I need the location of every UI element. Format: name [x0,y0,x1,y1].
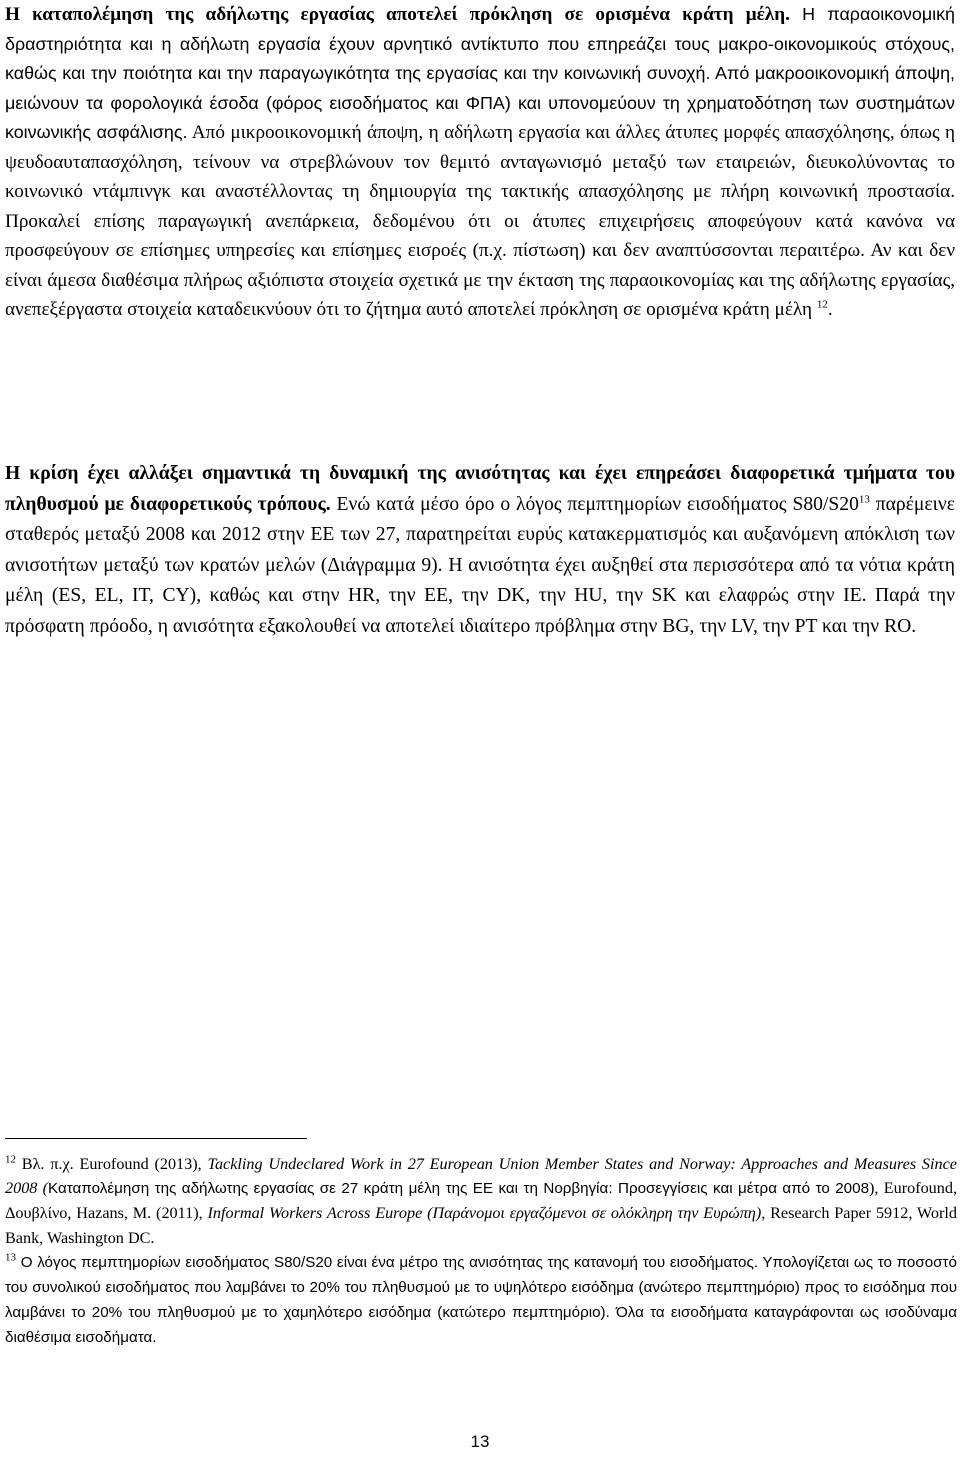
paragraph-inequality [5,459,955,643]
paragraph-heading: Η κρίση έχει αλλάξει σημαντικά τη δυναμική της ανισότητας και έχει επηρεάσει διαφορετικά τμήματα του πληθυσμού με διαφορετικούς τρόπους. [5,463,955,515]
diagram-reference[interactable]: Διάγραμμα 9 [327,554,432,576]
paragraph-body: Η παραοικονομική δραστηριότητα και η αδήλωτη εργασία έχουν αρνητικό αντίκτυπο που επηρεάζει τους μακρο-οικονομικούς στόχους, καθώς και την ποιότητα και την παραγωγικότητα της εργασίας και την κοινωνική συνοχή. Από μακροοικονομική άποψη, μειώνουν τα φορολογικά έσοδα (φόρος εισοδήματος και ΦΠΑ) και υπονομεύουν τη χρηματοδότηση των συστημάτων κοινωνικής ασφάλισης. [5,4,955,142]
footnote-12 [5,1152,957,1250]
footnote-text: , Research Paper 5912, World Bank, Washington DC. [5,1204,957,1247]
paragraph-body: Από μικροοικονομική άποψη, η αδήλωτη εργασία και άλλες άτυπες μορφές απασχόλησης, όπως η ψευδοαυταπασχόληση, τείνουν να στρεβλώνουν τον θεμιτό ανταγωνισμό μεταξύ των εταιρειών, διευκολύνοντας το κοινωνικό ντάμπινγκ και αναστέλλοντας τη δημιουργία της τακτικής απασχόλησης με πλήρη κοινωνική προστασία. Προκαλεί επίσης παραγωγική ανεπάρκεια, δεδομένου ότι οι άτυπες επιχειρήσεις αποφεύγουν κατά κανόνα να προσφεύγουν σε επίσημες υπηρεσίες και επίσημες εισροές (π.χ. πίστωση) και δεν αναπτύσσονται περαιτέρω. Αν και δεν είναι άμεσα διαθέσιμα πλήρως αξιόπιστα στοιχεία σχετικά με την έκταση της παραοικονομίας και της αδήλωτης εργασίας, ανεπεξέργαστα στοιχεία καταδεικνύουν ότι το ζήτημα αυτό αποτελεί πρόκληση σε ορισμένα κράτη μέλη [5,122,955,320]
footnote-13 [5,1250,957,1351]
page-number: 13 [470,1432,490,1451]
footnote-text: Ο λόγος πεμπτημορίων εισοδήματος S80/S20 είναι ένα μέτρο της ανισότητας της κατανομή του εισοδήματος. Υπολογίζεται ως το ποσοστό του συνολικού εισοδήματος που λαμβάνει το 20% του πληθυσμού με το υψηλότερο εισόδημα (ανώτερο πεμπτημόριο) προς το εισόδημα που λαμβάνει το 20% του πληθυσμού με το χαμηλότερο εισόδημα (κατώτερο πεμπτημόριο). Όλα τα εισοδήματα καταγράφονται ως ισοδύναμα διαθέσιμα εισοδήματα. [5,1253,957,1347]
footnote-number: 12 [5,1153,16,1166]
paragraph-informal-work [5,0,955,325]
footnote-text: ), Eurofound, Δουβλίνο, Hazans, M. (2011), [5,1179,958,1223]
footnote-text: Καταπολέμηση της αδήλωτης εργασίας σε 27 κράτη μέλη της ΕΕ και τη Νορβηγία: Προσεγγίσεις και μέτρα από το 2008 [48,1180,870,1198]
footnote-title: Informal Workers Across Europe (Παράνομοι εργαζόμενοι σε ολόκληρη την Ευρώπη) [207,1204,762,1223]
footnote-number: 13 [5,1251,16,1264]
footnote-ref[interactable]: 12 [816,298,828,311]
footnote-text: Βλ. π.χ. Eurofound (2013), [16,1155,208,1173]
footnote-separator [5,1138,307,1139]
sentence-end: . [827,299,833,320]
paragraph-heading: Η καταπολέμηση της αδήλωτης εργασίας αποτελεί πρόκληση σε ορισμένα κράτη μέλη. [5,4,790,25]
paragraph-body: ). Η ανισότητα έχει αυξηθεί στα περισσότερα από τα νότια κράτη μέλη (ES, EL, IT, CY), καθώς και στην HR, την EE, την DK, την HU, την SK και ελαφρώς στην IE. Παρά την πρόσφατη πρόοδο, η ανισότητα εξακολουθεί να αποτελεί ιδιαίτερο πρόβλημα στην BG, την LV, την PT και την RO. [5,554,956,637]
paragraph-body: παρέμεινε σταθερός μεταξύ 2008 και 2012 στην ΕΕ των 27, παρατηρείται ευρύς κατακερματισμός και αυξανόμενη απόκλιση των ανισοτήτων μεταξύ των κρατών μελών ( [5,493,956,576]
footnotes [5,1152,957,1351]
footnote-ref[interactable]: 13 [858,493,870,506]
paragraph-body: Ενώ κατά μέσο όρο ο λόγος πεμπτημορίων εισοδήματος S80/S20 [330,493,859,515]
footnote-title: Tackling Undeclared Work in 27 European Union Member States and Norway: Approaches and Measures Since 2008 ( [5,1155,957,1198]
